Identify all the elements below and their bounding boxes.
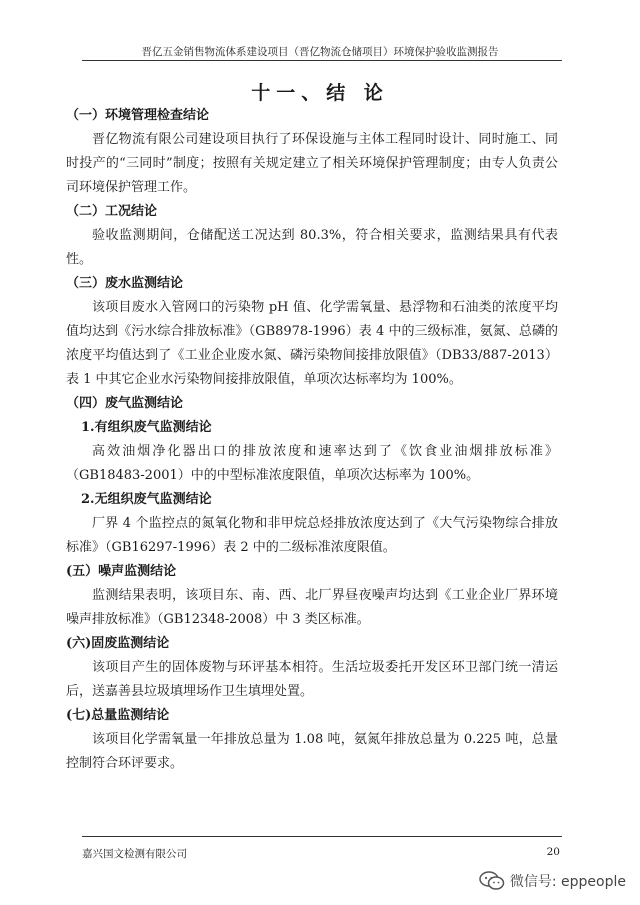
footer-page-number: 20 [546,846,560,858]
section-paragraph-solid-waste: 该项目产生的固体废物与环评基本相符。生活垃圾委托开发区环卫部门统一清运后，送嘉善县垃圾填埋场作卫生填埋处置。 [66,660,558,699]
section-heading-total-amount: (七)总量监测结论 [66,708,170,723]
subsection-heading-organized: 1.有组织废气监测结论 [81,420,212,435]
subsection-paragraph-organized: 高效油烟净化器出口的排放浓度和速率达到了《饮食业油烟排放标准》（GB18483-2001）中的中型标准浓度限值，单项次达标率为 100%。 [66,444,558,483]
header-divider [82,60,562,61]
watermark [479,871,626,891]
watermark-text: 微信号: eppeople [509,874,626,890]
document-body [66,104,558,776]
section-paragraph-total-amount: 该项目化学需氧量一年排放总量为 1.08 吨，氨氮年排放总量为 0.225 吨，总量控制符合环评要求。 [66,732,558,771]
section-heading-wastewater: （三）废水监测结论 [66,276,184,291]
section-heading-operating: （二）工况结论 [66,204,158,219]
section-paragraph-noise: 监测结果表明，该项目东、南、西、北厂界昼夜噪声均达到《工业企业厂界环境噪声排放标准》（GB12348-2008）中 3 类区标准。 [66,588,558,627]
section-paragraph-wastewater: 该项目废水入管网口的污染物 pH 值、化学需氧量、悬浮物和石油类的浓度平均值均达到《污水综合排放标准》（GB8978-1996）表 4 中的三级标准，氨氮、总磷的浓度平均值达到了《工业企业废水氮、磷污染物间接排放限值》（DB33/887-2013）表 1 中其它企业水污染物间接排放限值，单项次达标率均为 100%。 [66,300,558,387]
section-heading-solid-waste: (六)固废监测结论 [66,636,170,651]
page-title: 十一、结 论 [251,82,389,104]
section-paragraph-operating: 验收监测期间，仓储配送工况达到 80.3%，符合相关要求，监测结果具有代表性。 [66,228,558,267]
subsection-paragraph-unorganized: 厂界 4 个监控点的氮氧化物和非甲烷总烃排放浓度达到了《大气污染物综合排放标准》（GB16297-1996）表 2 中的二级标准浓度限值。 [66,516,558,555]
wechat-icon [479,871,505,891]
footer-company: 嘉兴国文检测有限公司 [82,848,187,860]
section-heading-noise: (五）噪声监测结论 [66,564,177,579]
report-header: 晋亿五金销售物流体系建设项目（晋亿物流仓储项目）环境保护验收监测报告 [141,46,499,58]
section-paragraph-management: 晋亿物流有限公司建设项目执行了环保设施与主体工程同时设计、同时施工、同时投产的“三同时”制度；按照有关规定建立了相关环境保护管理制度；由专人负责公司环境保护管理工作。 [66,132,558,195]
section-heading-exhaust: （四）废气监测结论 [66,396,184,411]
subsection-heading-unorganized: 2.无组织废气监测结论 [81,492,212,507]
section-heading-management: （一）环境管理检查结论 [66,108,210,123]
footer-divider [82,836,562,837]
